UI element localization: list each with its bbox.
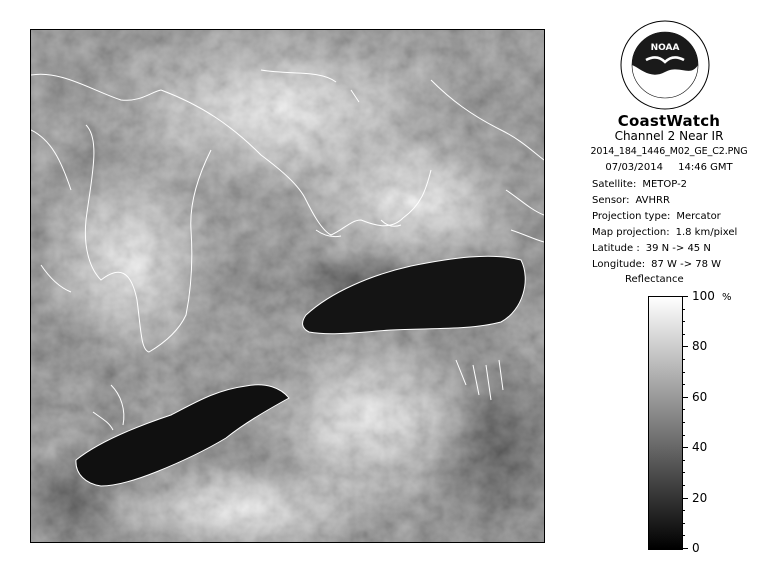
- colorbar-tick: [682, 309, 685, 310]
- satellite-row: [592, 179, 687, 190]
- satellite-value: METOP-2: [642, 179, 688, 190]
- colorbar-tick-label: 80: [692, 339, 708, 353]
- filename-label: 2014_184_1446_M02_GE_C2.PNG: [590, 146, 748, 157]
- projection-value: Mercator: [676, 211, 721, 222]
- date-value: 07/03/2014: [605, 162, 663, 173]
- datetime-label: [560, 162, 778, 173]
- latitude-value: 39 N -> 45 N: [645, 243, 711, 254]
- colorbar-tick-label: 20: [692, 491, 708, 505]
- colorbar-tick: [682, 346, 688, 347]
- colorbar-tick: [682, 460, 685, 461]
- colorbar-tick: [682, 535, 685, 536]
- reflectance-colorbar: [648, 296, 683, 550]
- noaa-logo: [620, 20, 710, 110]
- projection-row: [592, 211, 721, 222]
- sensor-label: Sensor:: [592, 195, 630, 206]
- satellite-image: [31, 30, 544, 542]
- colorbar-tick: [682, 384, 685, 385]
- colorbar-tick: [682, 447, 688, 448]
- map-projection-row: [592, 227, 737, 238]
- map-projection-value: 1.8 km/pixel: [675, 227, 738, 238]
- brand-title: CoastWatch: [617, 112, 721, 130]
- time-value: 14:46 GMT: [678, 162, 733, 173]
- satellite-label: Satellite:: [592, 179, 637, 190]
- colorbar-tick: [682, 422, 685, 423]
- colorbar-tick: [682, 485, 685, 486]
- colorbar-tick: [682, 321, 685, 322]
- noaa-text: NOAA: [650, 43, 680, 53]
- colorbar-tick-label: 0: [692, 541, 700, 555]
- colorbar-tick: [682, 372, 685, 373]
- satellite-map[interactable]: [30, 29, 545, 543]
- colorbar-tick: [682, 523, 685, 524]
- sensor-row: [592, 195, 670, 206]
- colorbar-tick: [682, 296, 688, 297]
- noaa-seal-icon: [620, 20, 710, 110]
- longitude-value: 87 W -> 78 W: [651, 259, 722, 270]
- colorbar-tick: [682, 472, 685, 473]
- colorbar-tick-label: 40: [692, 440, 708, 454]
- colorbar-tick: [682, 435, 685, 436]
- projection-label: Projection type:: [592, 211, 671, 222]
- latitude-label: Latitude :: [592, 243, 640, 254]
- colorbar-tick: [682, 334, 685, 335]
- map-projection-label: Map projection:: [592, 227, 670, 238]
- legend-title: Reflectance: [625, 274, 684, 285]
- colorbar-tick: [682, 510, 685, 511]
- colorbar-tick: [682, 498, 688, 499]
- colorbar-tick-label: 100: [692, 289, 715, 303]
- longitude-label: Longitude:: [592, 259, 646, 270]
- colorbar-tick: [682, 548, 688, 549]
- latitude-row: [592, 243, 711, 254]
- colorbar-tick: [682, 397, 688, 398]
- colorbar-tick: [682, 409, 685, 410]
- colorbar-tick-label: 60: [692, 390, 708, 404]
- channel-label: Channel 2 Near IR: [614, 129, 724, 143]
- longitude-row: [592, 259, 721, 270]
- legend-unit: %: [722, 292, 732, 303]
- colorbar-tick: [682, 359, 685, 360]
- sensor-value: AVHRR: [635, 195, 670, 206]
